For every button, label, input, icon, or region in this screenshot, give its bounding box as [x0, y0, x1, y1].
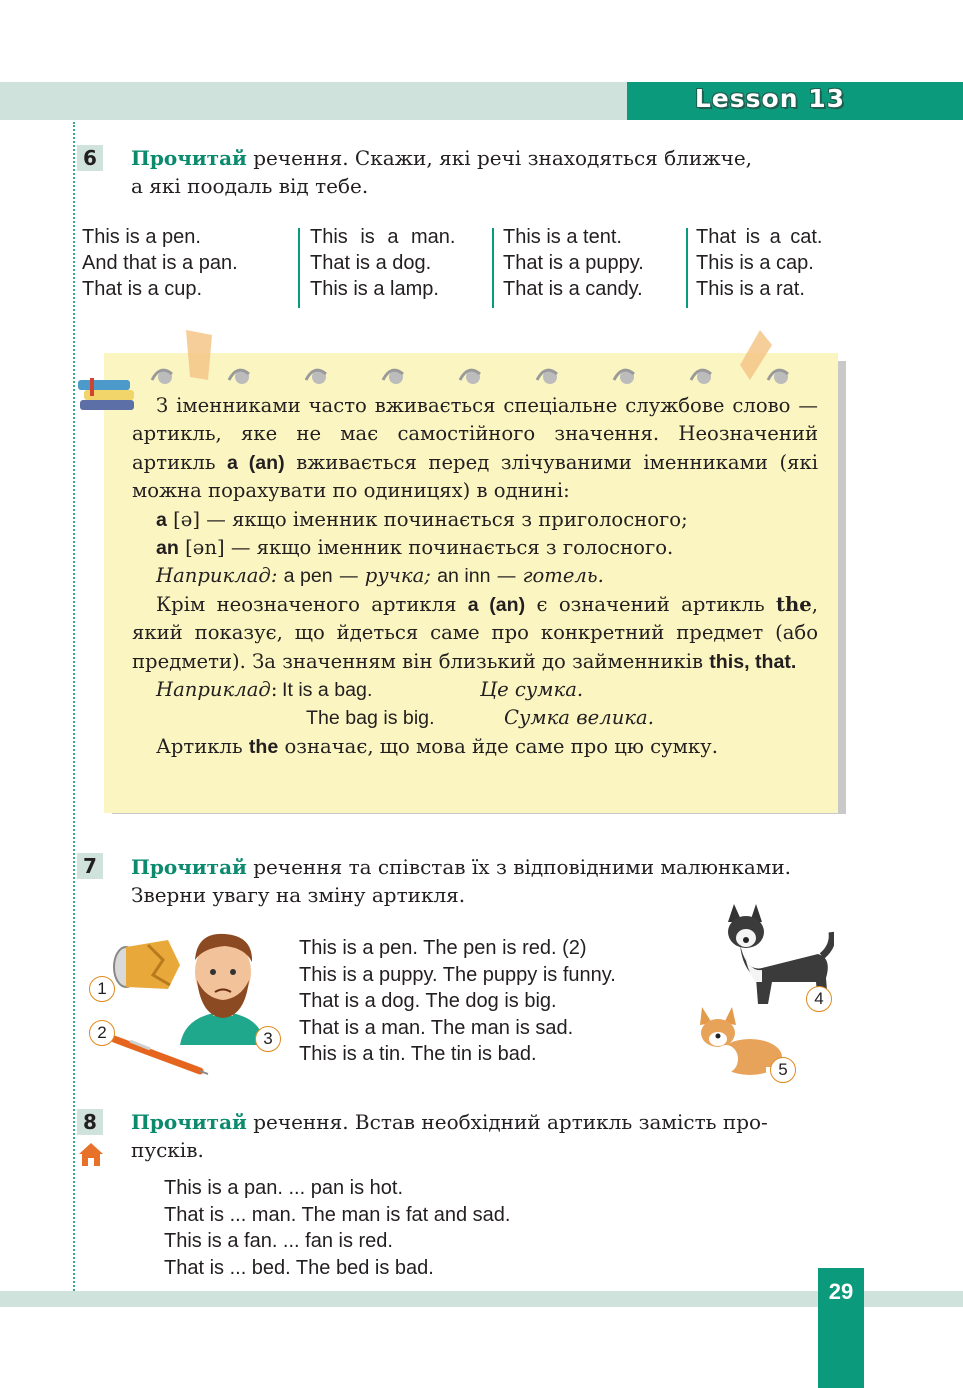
ex7-sentences: This is a pen. The pen is red. (2) This is a puppy. The puppy is funny. That is a dog. The dog is big. That is a man. The man is sad. This is a tin. The tin is bad.	[299, 937, 616, 1065]
ex6-column-3: This is a tent. That is a puppy. That is a candy.	[503, 226, 644, 300]
picture-label-5: 5	[770, 1057, 796, 1083]
page-number: 29	[828, 1279, 854, 1304]
dotted-margin-line	[73, 122, 75, 1294]
pen-icon	[110, 1035, 210, 1077]
column-divider	[492, 228, 494, 308]
sad-man-icon	[175, 930, 270, 1045]
exercise-7-instruction: Прочитай речення та співстав їх з відповідними малюнками. Зверни увагу на зміну артикля.	[131, 855, 792, 907]
picture-label-4: 4	[806, 986, 832, 1012]
lesson-title: Lesson 13	[694, 84, 845, 113]
ex6-column-4: That is a cat. This is a cap. This is a rat.	[696, 226, 823, 300]
exercise-6-instruction: Прочитай речення. Скажи, які речі знаходяться ближче, а які поодаль від тебе.	[131, 146, 753, 198]
ex6-column-1: This is a pen. And that is a pan. That is a cup.	[82, 226, 238, 300]
ex8-sentences: This is a pan. ... pan is hot. That is ... man. The man is fat and sad. This is a fan. ... fan is red. That is ... bed. The bed is bad.	[164, 1177, 511, 1279]
books-icon	[76, 376, 138, 414]
home-icon	[77, 1140, 105, 1168]
picture-label-3: 3	[255, 1026, 281, 1052]
exercise-8-instruction: Прочитай речення. Встав необхідний артикль замість про- пусків.	[131, 1110, 768, 1162]
picture-label-2: 2	[89, 1020, 115, 1046]
instruction-verb: Прочитай	[131, 146, 247, 170]
note-text: З іменниками часто вживається спеціальне службове слово — артикль, яке не має самостійного значення. Неозначений артикль a (an) вживається перед злічуваними іменниками (які можна порахувати по одиницях) в однині: a [ə] — якщо іменник починається з приголосного; an [ən] — якщо іменник починається з голосного. Наприклад: a pen — ручка; an inn — готель. Крім неозначеного артикля a (an) є означений артикль the, який показує, що йдеться саме про конкретний предмет (або предмети). За значенням він близький до займенників this, that. Наприклад: It is a bag. Це сумка. The bag is big. Сумка велика. Артикль the означає, що мова йде саме про цю сумку.	[132, 394, 818, 758]
exercise-8-number: 8	[77, 1109, 103, 1135]
exercise-7-number: 7	[77, 853, 103, 879]
exercise-6-number: 6	[77, 145, 103, 171]
column-divider	[686, 228, 688, 308]
ex6-column-2: This is a man. That is a dog. This is a lamp.	[310, 226, 456, 300]
picture-label-1: 1	[89, 976, 115, 1002]
column-divider	[298, 228, 300, 308]
